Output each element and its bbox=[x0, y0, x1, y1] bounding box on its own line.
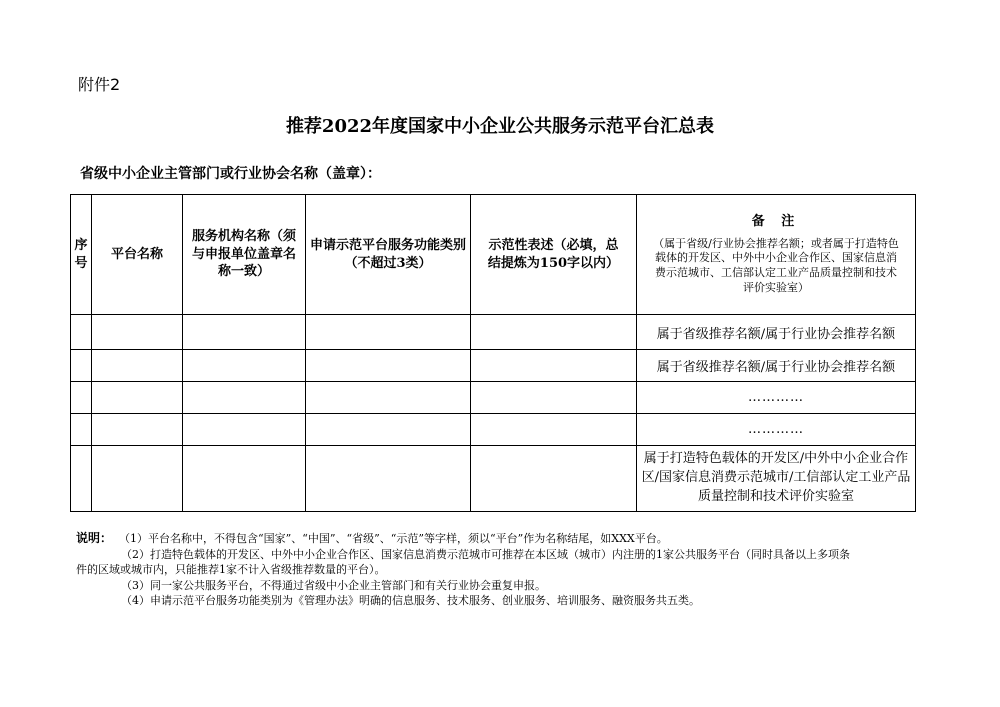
cell-service-category[interactable] bbox=[306, 382, 471, 414]
cell-platform-name[interactable] bbox=[92, 382, 183, 414]
cell-remarks[interactable]: 属于省级推荐名额/属于行业协会推荐名额 bbox=[637, 315, 916, 350]
cell-demo-description[interactable] bbox=[471, 446, 637, 512]
cell-index[interactable] bbox=[71, 382, 92, 414]
note-item: （4）申请示范平台服务功能类别为《管理办法》明确的信息服务、技术服务、创业服务、培训服务、融资服务共五类。 bbox=[121, 594, 700, 607]
summary-table bbox=[70, 194, 916, 512]
cell-platform-name[interactable] bbox=[92, 315, 183, 350]
table-row bbox=[71, 315, 916, 350]
cell-platform-name[interactable] bbox=[92, 446, 183, 512]
header-institution-name: 服务机构名称（须与申报单位盖章名称一致） bbox=[183, 195, 306, 315]
cell-index[interactable] bbox=[71, 315, 92, 350]
cell-index[interactable] bbox=[71, 446, 92, 512]
table-row bbox=[71, 382, 916, 414]
remarks-description: （属于省级/行业协会推荐名额；或者属于打造特色载体的开发区、中外中小企业合作区、国家信息消费示范城市、工信部认定工业产品质量控制和技术评价实验室） bbox=[653, 236, 899, 295]
organization-name-label: 省级中小企业主管部门或行业协会名称（盖章）： bbox=[80, 166, 381, 182]
cell-index[interactable] bbox=[71, 414, 92, 446]
header-demo-description: 示范性表述（必填，总结提炼为150字以内） bbox=[471, 195, 637, 315]
cell-institution-name[interactable] bbox=[183, 382, 306, 414]
cell-demo-description[interactable] bbox=[471, 414, 637, 446]
cell-remarks[interactable]: 属于省级推荐名额/属于行业协会推荐名额 bbox=[637, 350, 916, 382]
cell-platform-name[interactable] bbox=[92, 350, 183, 382]
cell-remarks[interactable]: ………… bbox=[637, 382, 916, 414]
cell-service-category[interactable] bbox=[306, 350, 471, 382]
remarks-title: 备 注 bbox=[751, 214, 801, 230]
cell-platform-name[interactable] bbox=[92, 414, 183, 446]
table-row bbox=[71, 350, 916, 382]
cell-demo-description[interactable] bbox=[471, 315, 637, 350]
cell-service-category[interactable] bbox=[306, 315, 471, 350]
cell-index[interactable] bbox=[71, 350, 92, 382]
notes-section bbox=[76, 531, 936, 609]
cell-remarks[interactable]: ………… bbox=[637, 414, 916, 446]
note-item: 件的区域或城市内，只能推荐1家不计入省级推荐数量的平台）。 bbox=[76, 563, 386, 576]
cell-demo-description[interactable] bbox=[471, 350, 637, 382]
cell-institution-name[interactable] bbox=[183, 350, 306, 382]
note-item: （1）平台名称中，不得包含“国家”、“中国”、“省级”、“示范”等字样，须以“平台”作为名称结尾，如XXX平台。 bbox=[119, 532, 668, 545]
cell-demo-description[interactable] bbox=[471, 382, 637, 414]
cell-remarks[interactable]: 属于打造特色载体的开发区/中外中小企业合作区/国家信息消费示范城市/工信部认定工业产品质量控制和技术评价实验室 bbox=[637, 446, 916, 512]
notes-label: 说明： bbox=[76, 531, 113, 545]
cell-service-category[interactable] bbox=[306, 414, 471, 446]
table-header-row bbox=[71, 195, 916, 315]
cell-service-category[interactable] bbox=[306, 446, 471, 512]
table-row bbox=[71, 446, 916, 512]
header-platform-name: 平台名称 bbox=[92, 195, 183, 315]
cell-institution-name[interactable] bbox=[183, 414, 306, 446]
cell-institution-name[interactable] bbox=[183, 315, 306, 350]
note-item: （3）同一家公共服务平台，不得通过省级中小企业主管部门和有关行业协会重复申报。 bbox=[121, 578, 546, 592]
header-index: 序号 bbox=[71, 195, 92, 315]
cell-institution-name[interactable] bbox=[183, 446, 306, 512]
header-service-category: 申请示范平台服务功能类别（不超过3类） bbox=[306, 195, 471, 315]
attachment-label: 附件2 bbox=[78, 75, 121, 94]
table-row bbox=[71, 414, 916, 446]
page-title: 推荐2022年度国家中小企业公共服务示范平台汇总表 bbox=[285, 116, 715, 137]
note-item: （2）打造特色载体的开发区、中外中小企业合作区、国家信息消费示范城市可推荐在本区域（城市）内注册的1家公共服务平台（同时具备以上多项条 bbox=[121, 547, 850, 561]
header-remarks bbox=[637, 195, 916, 315]
